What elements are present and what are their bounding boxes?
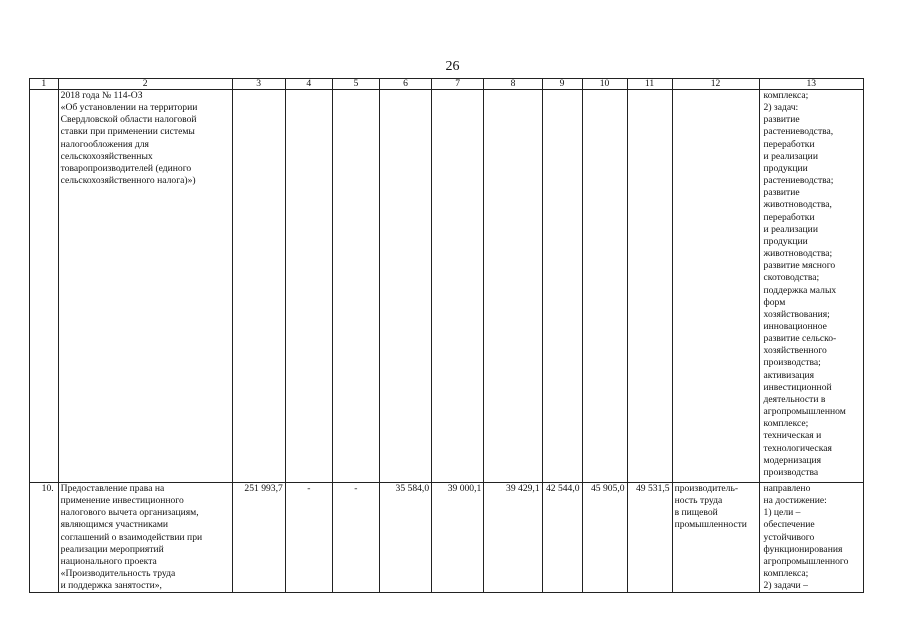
column-header-11: 11 [627,79,672,90]
empty-cell [332,90,379,483]
tax-expenditure-table [29,78,864,593]
value-cell-col4: - [285,483,332,593]
total-amount-cell: 251 993,7 [232,483,285,593]
empty-cell [627,90,672,483]
empty-cell [542,90,582,483]
value-cell-col11: 49 531,5 [627,483,672,593]
row-number-cell [30,90,59,483]
column-header-4: 4 [285,79,332,90]
empty-cell [672,90,759,483]
empty-cell [432,90,484,483]
value-cell-col9: 42 544,0 [542,483,582,593]
row-number-cell: 10. [30,483,59,593]
column-header-7: 7 [432,79,484,90]
column-header-5: 5 [332,79,379,90]
value-cell-col5: - [332,483,379,593]
value-cell-col6: 35 584,0 [379,483,431,593]
value-cell-col10: 45 905,0 [582,483,627,593]
column-header-13: 13 [759,79,863,90]
measure-description-cell: 2018 года № 114-ОЗ «Об установлении на территории Свердловской области налоговой ставки при применении системы налогообложения для сельскохозяйственных товаропроизводителей (единого сельскохозяйственного налога)») [58,90,232,483]
column-number-header-row [30,79,864,90]
column-header-10: 10 [582,79,627,90]
empty-cell [285,90,332,483]
measure-description-cell: Предоставление права на применение инвестиционного налогового вычета организациям, являющимся участниками соглашений о взаимодействии при реализации мероприятий национального проекта «Производительность труда и поддержка занятости», [58,483,232,593]
column-header-1: 1 [30,79,59,90]
column-header-12: 12 [672,79,759,90]
value-cell-col8: 39 429,1 [484,483,542,593]
table-row-continued [30,90,864,483]
empty-cell [582,90,627,483]
empty-cell [232,90,285,483]
value-cell-col7: 39 000,1 [432,483,484,593]
column-header-8: 8 [484,79,542,90]
empty-cell [379,90,431,483]
page-number: 26 [445,59,460,74]
column-header-3: 3 [232,79,285,90]
goals-cell: комплекса; 2) задач: развитие растениеводства, переработки и реализации продукции растениеводства; развитие животноводства, переработки и реализации продукции животноводства; развитие мясного скотоводства; поддержка малых форм хозяйствования; инновационное развитие сельско- хозяйственного производства; активизация инвестиционной деятельности в агропромышленном комплексе; техническая и технологическая модернизация производства [759,90,863,483]
table-row-10 [30,483,864,593]
column-header-9: 9 [542,79,582,90]
column-header-6: 6 [379,79,431,90]
empty-cell [484,90,542,483]
goals-cell: направлено на достижение: 1) цели – обеспечение устойчивого функционирования агропромышленного комплекса; 2) задачи – [759,483,863,593]
column-header-2: 2 [58,79,232,90]
indicator-cell: производитель- ность труда в пищевой промышленности [672,483,759,593]
